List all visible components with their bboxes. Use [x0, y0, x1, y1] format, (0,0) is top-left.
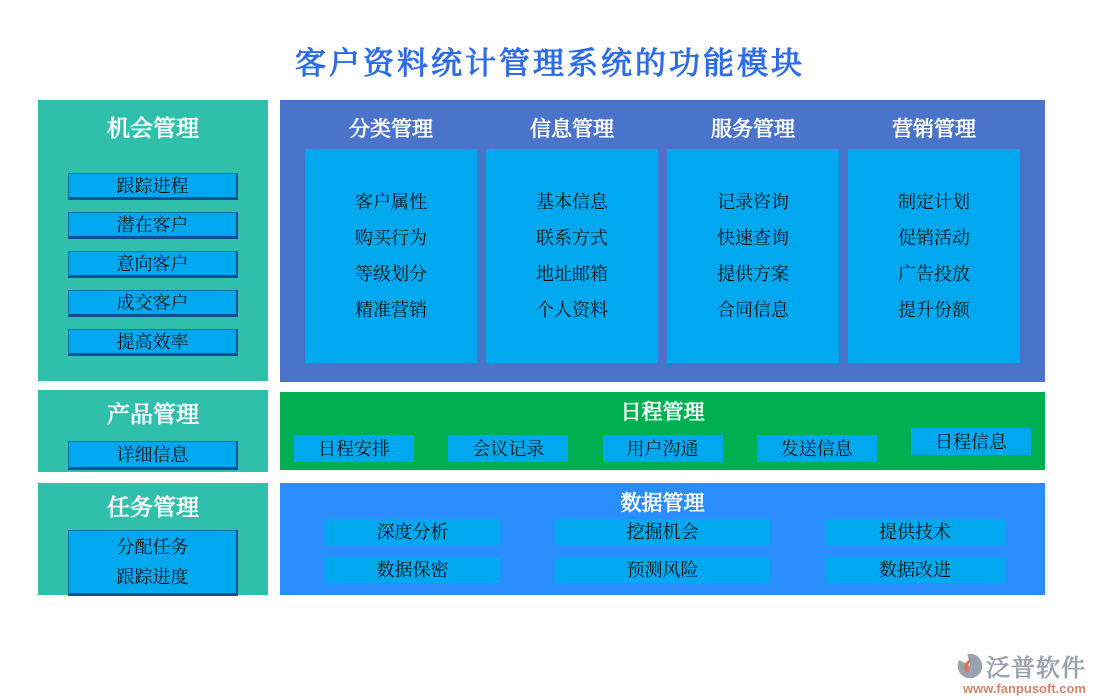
main-modules-section [280, 100, 1045, 382]
data-item-list [325, 519, 1005, 583]
brand-name: 泛普软件 [986, 656, 1086, 682]
schedule-item: 发送信息 [757, 435, 877, 462]
information-box [486, 149, 658, 363]
classification-item: 客户属性 [355, 192, 427, 212]
schedule-section [280, 392, 1045, 470]
schedule-item: 日程信息 [911, 428, 1031, 455]
main-column-boxes [280, 149, 1045, 363]
marketing-box [848, 149, 1020, 363]
classification-item: 购买行为 [355, 228, 427, 248]
schedule-item: 会议记录 [448, 435, 568, 462]
opportunity-item: 跟踪进程 [68, 173, 238, 200]
opportunity-item: 意向客户 [68, 251, 238, 278]
data-item: 挖掘机会 [555, 519, 770, 545]
schedule-item: 日程安排 [294, 435, 414, 462]
service-item: 快速查询 [717, 228, 789, 248]
product-section [38, 390, 268, 472]
information-item: 基本信息 [536, 192, 608, 212]
main-column-title-marketing: 营销管理 [892, 118, 976, 141]
information-item: 联系方式 [536, 228, 608, 248]
marketing-item: 广告投放 [898, 264, 970, 284]
data-item: 数据保密 [325, 557, 500, 583]
task-section [38, 483, 268, 595]
data-item: 数据改进 [825, 557, 1005, 583]
task-section-title: 任务管理 [107, 494, 199, 520]
product-section-title: 产品管理 [107, 401, 199, 427]
service-item: 提供方案 [717, 264, 789, 284]
information-item: 地址邮箱 [536, 264, 608, 284]
schedule-item-list [280, 431, 1045, 462]
page-title: 客户资料统计管理系统的功能模块 [295, 46, 805, 81]
data-item: 预测风险 [555, 557, 770, 583]
opportunity-section [38, 100, 268, 381]
opportunity-item-list [38, 173, 268, 356]
marketing-item: 促销活动 [898, 228, 970, 248]
schedule-item: 用户沟通 [603, 435, 723, 462]
brand-url: www.fanpusoft.com [962, 681, 1086, 696]
data-item: 提供技术 [825, 519, 1005, 545]
task-item-box [68, 530, 238, 596]
marketing-item: 制定计划 [898, 192, 970, 212]
opportunity-item: 成交客户 [68, 290, 238, 317]
service-item: 记录咨询 [717, 192, 789, 212]
opportunity-item: 潜在客户 [68, 212, 238, 239]
service-box [667, 149, 839, 363]
marketing-item: 提升份额 [898, 300, 970, 320]
task-item: 跟踪进度 [116, 567, 189, 587]
swirl-logo-icon [956, 652, 984, 680]
schedule-section-title: 日程管理 [620, 401, 705, 424]
opportunity-section-title: 机会管理 [107, 115, 199, 141]
main-column-title-information: 信息管理 [530, 118, 614, 141]
data-item: 深度分析 [325, 519, 500, 545]
data-section [280, 483, 1045, 595]
data-section-title: 数据管理 [620, 492, 705, 515]
main-column-title-classification: 分类管理 [349, 118, 433, 141]
main-column-headers [280, 100, 1045, 143]
classification-item: 等级划分 [355, 264, 427, 284]
brand-logo [936, 648, 1086, 696]
opportunity-item: 提高效率 [68, 329, 238, 356]
service-item: 合同信息 [717, 300, 789, 320]
main-column-title-service: 服务管理 [711, 118, 795, 141]
classification-item: 精准营销 [355, 300, 427, 320]
classification-box [305, 149, 477, 363]
product-item-list [38, 441, 268, 470]
product-item: 详细信息 [68, 441, 238, 470]
information-item: 个人资料 [536, 300, 608, 320]
task-item: 分配任务 [116, 537, 189, 557]
